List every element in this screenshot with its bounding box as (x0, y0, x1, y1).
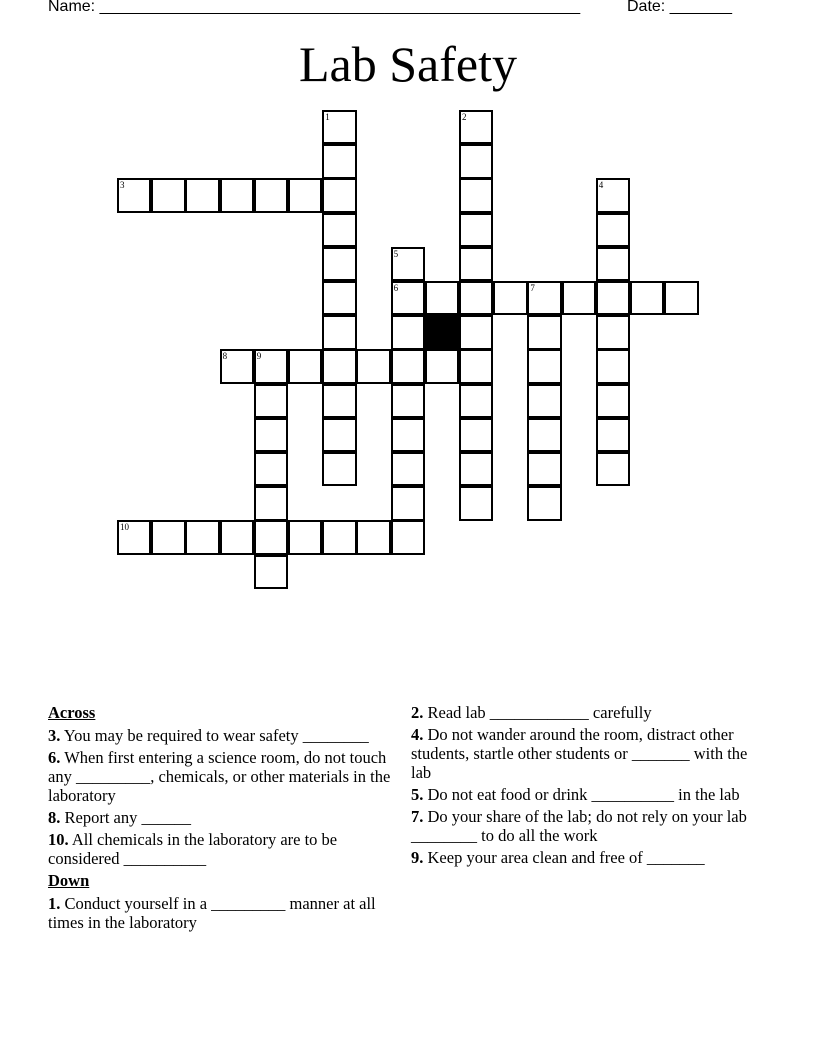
clue-number: 6. (48, 748, 61, 767)
crossword-cell[interactable] (527, 452, 561, 486)
crossword-cell[interactable] (117, 178, 151, 212)
crossword-cell[interactable] (459, 281, 493, 315)
crossword-cell[interactable] (527, 349, 561, 383)
crossword-cell[interactable] (220, 178, 254, 212)
crossword-cell[interactable] (596, 315, 630, 349)
crossword-cell[interactable] (322, 144, 356, 178)
clues-left-column (48, 703, 404, 935)
crossword-cell[interactable] (493, 281, 527, 315)
crossword-cell[interactable] (459, 110, 493, 144)
crossword-cell[interactable] (254, 520, 288, 554)
crossword-cell[interactable] (356, 349, 390, 383)
clue-number: 1. (48, 894, 61, 913)
crossword-cell[interactable] (596, 178, 630, 212)
crossword-cell[interactable] (254, 555, 288, 589)
crossword-cell[interactable] (254, 486, 288, 520)
clue-text: You may be required to wear safety ________ (63, 726, 369, 745)
crossword-block-cell (425, 315, 459, 349)
clue-text: Conduct yourself in a _________ manner at all times in the laboratory (48, 894, 376, 932)
clue-text: Do not wander around the room, distract other students, startle other students or _______ with the lab (411, 725, 748, 782)
crossword-cell[interactable] (391, 486, 425, 520)
clue-number: 3. (48, 726, 61, 745)
crossword-cell[interactable] (425, 281, 459, 315)
date-field-label[interactable]: Date: _______ (627, 0, 732, 15)
clue-down-1 (48, 894, 404, 932)
crossword-cell[interactable] (596, 247, 630, 281)
clue-number: 4. (411, 725, 424, 744)
crossword-cell[interactable] (459, 384, 493, 418)
crossword-cell[interactable] (596, 281, 630, 315)
crossword-cell[interactable] (459, 144, 493, 178)
crossword-cell[interactable] (322, 213, 356, 247)
clue-number: 8. (48, 808, 61, 827)
clue-number-label: 6 (393, 283, 399, 293)
clue-text: Read lab ____________ carefully (427, 703, 652, 722)
clue-across-6 (48, 748, 404, 805)
clue-text: All chemicals in the laboratory are to be considered __________ (48, 830, 338, 868)
clue-text: Do your share of the lab; do not rely on your lab ________ to do all the work (411, 807, 747, 845)
crossword-cell[interactable] (322, 315, 356, 349)
crossword-cell[interactable] (562, 281, 596, 315)
clue-across-10 (48, 830, 404, 868)
clue-text: When first entering a science room, do not touch any _________, chemicals, or other materials in the laboratory (48, 748, 391, 805)
crossword-cell[interactable] (459, 178, 493, 212)
clue-text: Report any ______ (64, 808, 191, 827)
clue-down-7 (411, 807, 756, 845)
crossword-cell[interactable] (254, 418, 288, 452)
clue-number: 2. (411, 703, 424, 722)
clues-right-column (411, 703, 756, 870)
crossword-cell[interactable] (596, 418, 630, 452)
across-heading: Across (48, 703, 96, 722)
clue-number: 5. (411, 785, 424, 804)
crossword-cell[interactable] (630, 281, 664, 315)
clue-text: Keep your area clean and free of _______ (427, 848, 705, 867)
crossword-cell[interactable] (596, 384, 630, 418)
crossword-cell[interactable] (220, 349, 254, 383)
crossword-cell[interactable] (151, 520, 185, 554)
crossword-cell[interactable] (391, 281, 425, 315)
clue-number-label: 4 (598, 180, 604, 191)
clue-number-label: 10 (120, 522, 129, 533)
crossword-cell[interactable] (151, 178, 185, 212)
crossword-cell[interactable] (664, 281, 698, 315)
crossword-cell[interactable] (459, 486, 493, 520)
crossword-cell[interactable] (596, 213, 630, 247)
crossword-cell[interactable] (254, 452, 288, 486)
clue-number-label: 9 (256, 351, 262, 362)
crossword-cell[interactable] (322, 418, 356, 452)
crossword-cell[interactable] (527, 315, 561, 349)
crossword-cell[interactable] (425, 349, 459, 383)
crossword-cell[interactable] (459, 452, 493, 486)
crossword-cell[interactable] (254, 178, 288, 212)
crossword-cell[interactable] (596, 349, 630, 383)
crossword-cell[interactable] (391, 384, 425, 418)
crossword-cell[interactable] (322, 520, 356, 554)
clue-number-label: 8 (222, 351, 228, 362)
crossword-cell[interactable] (322, 384, 356, 418)
crossword-cell[interactable] (322, 281, 356, 315)
clue-down-2 (411, 703, 756, 722)
clue-number: 10. (48, 830, 69, 849)
crossword-cell[interactable] (391, 452, 425, 486)
crossword-cell[interactable] (288, 178, 322, 212)
crossword-cell[interactable] (391, 418, 425, 452)
crossword-cell[interactable] (391, 247, 425, 281)
clue-down-4 (411, 725, 756, 782)
crossword-cell[interactable] (322, 178, 356, 212)
crossword-cell[interactable] (459, 349, 493, 383)
crossword-cell[interactable] (254, 349, 288, 383)
clue-number-label: 1 (325, 112, 330, 122)
clue-number-label: 5 (393, 248, 399, 259)
crossword-cell[interactable] (459, 418, 493, 452)
clue-down-9 (411, 848, 756, 867)
crossword-cell[interactable] (527, 418, 561, 452)
clue-across-8 (48, 808, 404, 827)
crossword-cell[interactable] (459, 315, 493, 349)
crossword-cell[interactable] (596, 452, 630, 486)
clue-number: 7. (411, 807, 424, 826)
crossword-cell[interactable] (459, 247, 493, 281)
crossword-cell[interactable] (322, 110, 356, 144)
crossword-cell[interactable] (185, 520, 219, 554)
down-heading: Down (48, 871, 90, 890)
crossword-cell[interactable] (220, 520, 254, 554)
crossword-cell[interactable] (391, 520, 425, 554)
crossword-cell[interactable] (391, 349, 425, 383)
crossword-cell[interactable] (459, 213, 493, 247)
clue-number: 9. (411, 848, 424, 867)
crossword-cell[interactable] (322, 349, 356, 383)
clue-number-label: 7 (530, 283, 535, 293)
crossword-cell[interactable] (527, 384, 561, 418)
crossword-cell[interactable] (527, 486, 561, 520)
clue-number-label: 2 (462, 112, 467, 122)
crossword-cell[interactable] (322, 247, 356, 281)
clue-across-3 (48, 726, 404, 745)
crossword-cell[interactable] (254, 384, 288, 418)
crossword-cell[interactable] (322, 452, 356, 486)
crossword-cell[interactable] (391, 315, 425, 349)
page-title: Lab Safety (299, 36, 517, 92)
crossword-cell[interactable] (185, 178, 219, 212)
crossword-cell[interactable] (288, 349, 322, 383)
clue-number-label: 3 (120, 180, 125, 191)
clue-text: Do not eat food or drink __________ in the lab (427, 785, 740, 804)
name-field-label[interactable]: Name: ______________________________________________________ (48, 0, 581, 15)
crossword-cell[interactable] (356, 520, 390, 554)
crossword-cell[interactable] (527, 281, 561, 315)
clue-down-5 (411, 785, 756, 804)
crossword-cell[interactable] (288, 520, 322, 554)
crossword-cell[interactable] (117, 520, 151, 554)
